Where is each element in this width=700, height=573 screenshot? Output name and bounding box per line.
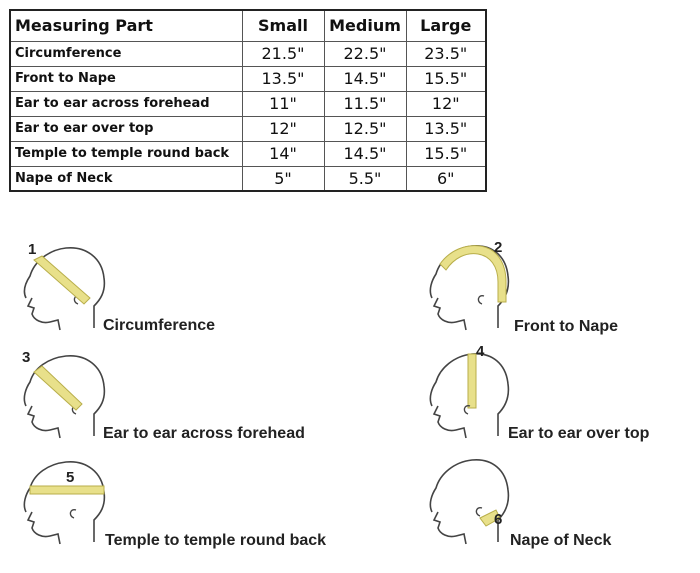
table-row	[10, 116, 486, 141]
table-row	[10, 91, 486, 116]
size-chart-table	[9, 9, 487, 192]
caption-circumference: Circumference	[103, 317, 216, 334]
cell-small: 11"	[242, 91, 324, 116]
cell-small: 14"	[242, 141, 324, 166]
diagram-number: 6	[494, 511, 503, 528]
diagram-number: 4	[476, 343, 485, 360]
row-label: Front to Nape	[10, 66, 242, 91]
cell-large: 6"	[406, 166, 486, 191]
caption-nape-of-neck: Nape of Neck	[510, 532, 612, 549]
cell-large: 23.5"	[406, 41, 486, 66]
caption-ear-to-ear-forehead: Ear to ear across forehead	[103, 425, 305, 442]
cell-medium: 11.5"	[324, 91, 406, 116]
cell-large: 15.5"	[406, 66, 486, 91]
table-row	[10, 41, 486, 66]
diagram-number: 1	[28, 241, 37, 258]
cell-small: 21.5"	[242, 41, 324, 66]
table-row	[10, 141, 486, 166]
caption-temple-to-temple: Temple to temple round back	[105, 532, 327, 549]
cell-large: 15.5"	[406, 141, 486, 166]
diagram-number: 3	[22, 349, 31, 366]
cell-medium: 22.5"	[324, 41, 406, 66]
header-small: Small	[242, 10, 324, 41]
header-measuring-part: Measuring Part	[10, 10, 242, 41]
cell-medium: 5.5"	[324, 166, 406, 191]
cell-medium: 14.5"	[324, 141, 406, 166]
row-label: Ear to ear across forehead	[10, 91, 242, 116]
cell-small: 13.5"	[242, 66, 324, 91]
cell-small: 5"	[242, 166, 324, 191]
table-header-row	[10, 10, 486, 41]
cell-medium: 14.5"	[324, 66, 406, 91]
row-label: Circumference	[10, 41, 242, 66]
header-large: Large	[406, 10, 486, 41]
caption-ear-to-ear-top: Ear to ear over top	[508, 425, 650, 442]
cell-large: 12"	[406, 91, 486, 116]
row-label: Ear to ear over top	[10, 116, 242, 141]
table-row	[10, 66, 486, 91]
cell-small: 12"	[242, 116, 324, 141]
cell-medium: 12.5"	[324, 116, 406, 141]
caption-front-to-nape: Front to Nape	[514, 318, 618, 335]
row-label: Temple to temple round back	[10, 141, 242, 166]
table-row	[10, 166, 486, 191]
header-medium: Medium	[324, 10, 406, 41]
row-label: Nape of Neck	[10, 166, 242, 191]
cell-large: 13.5"	[406, 116, 486, 141]
diagram-number: 2	[494, 239, 503, 256]
diagram-number: 5	[66, 469, 75, 486]
